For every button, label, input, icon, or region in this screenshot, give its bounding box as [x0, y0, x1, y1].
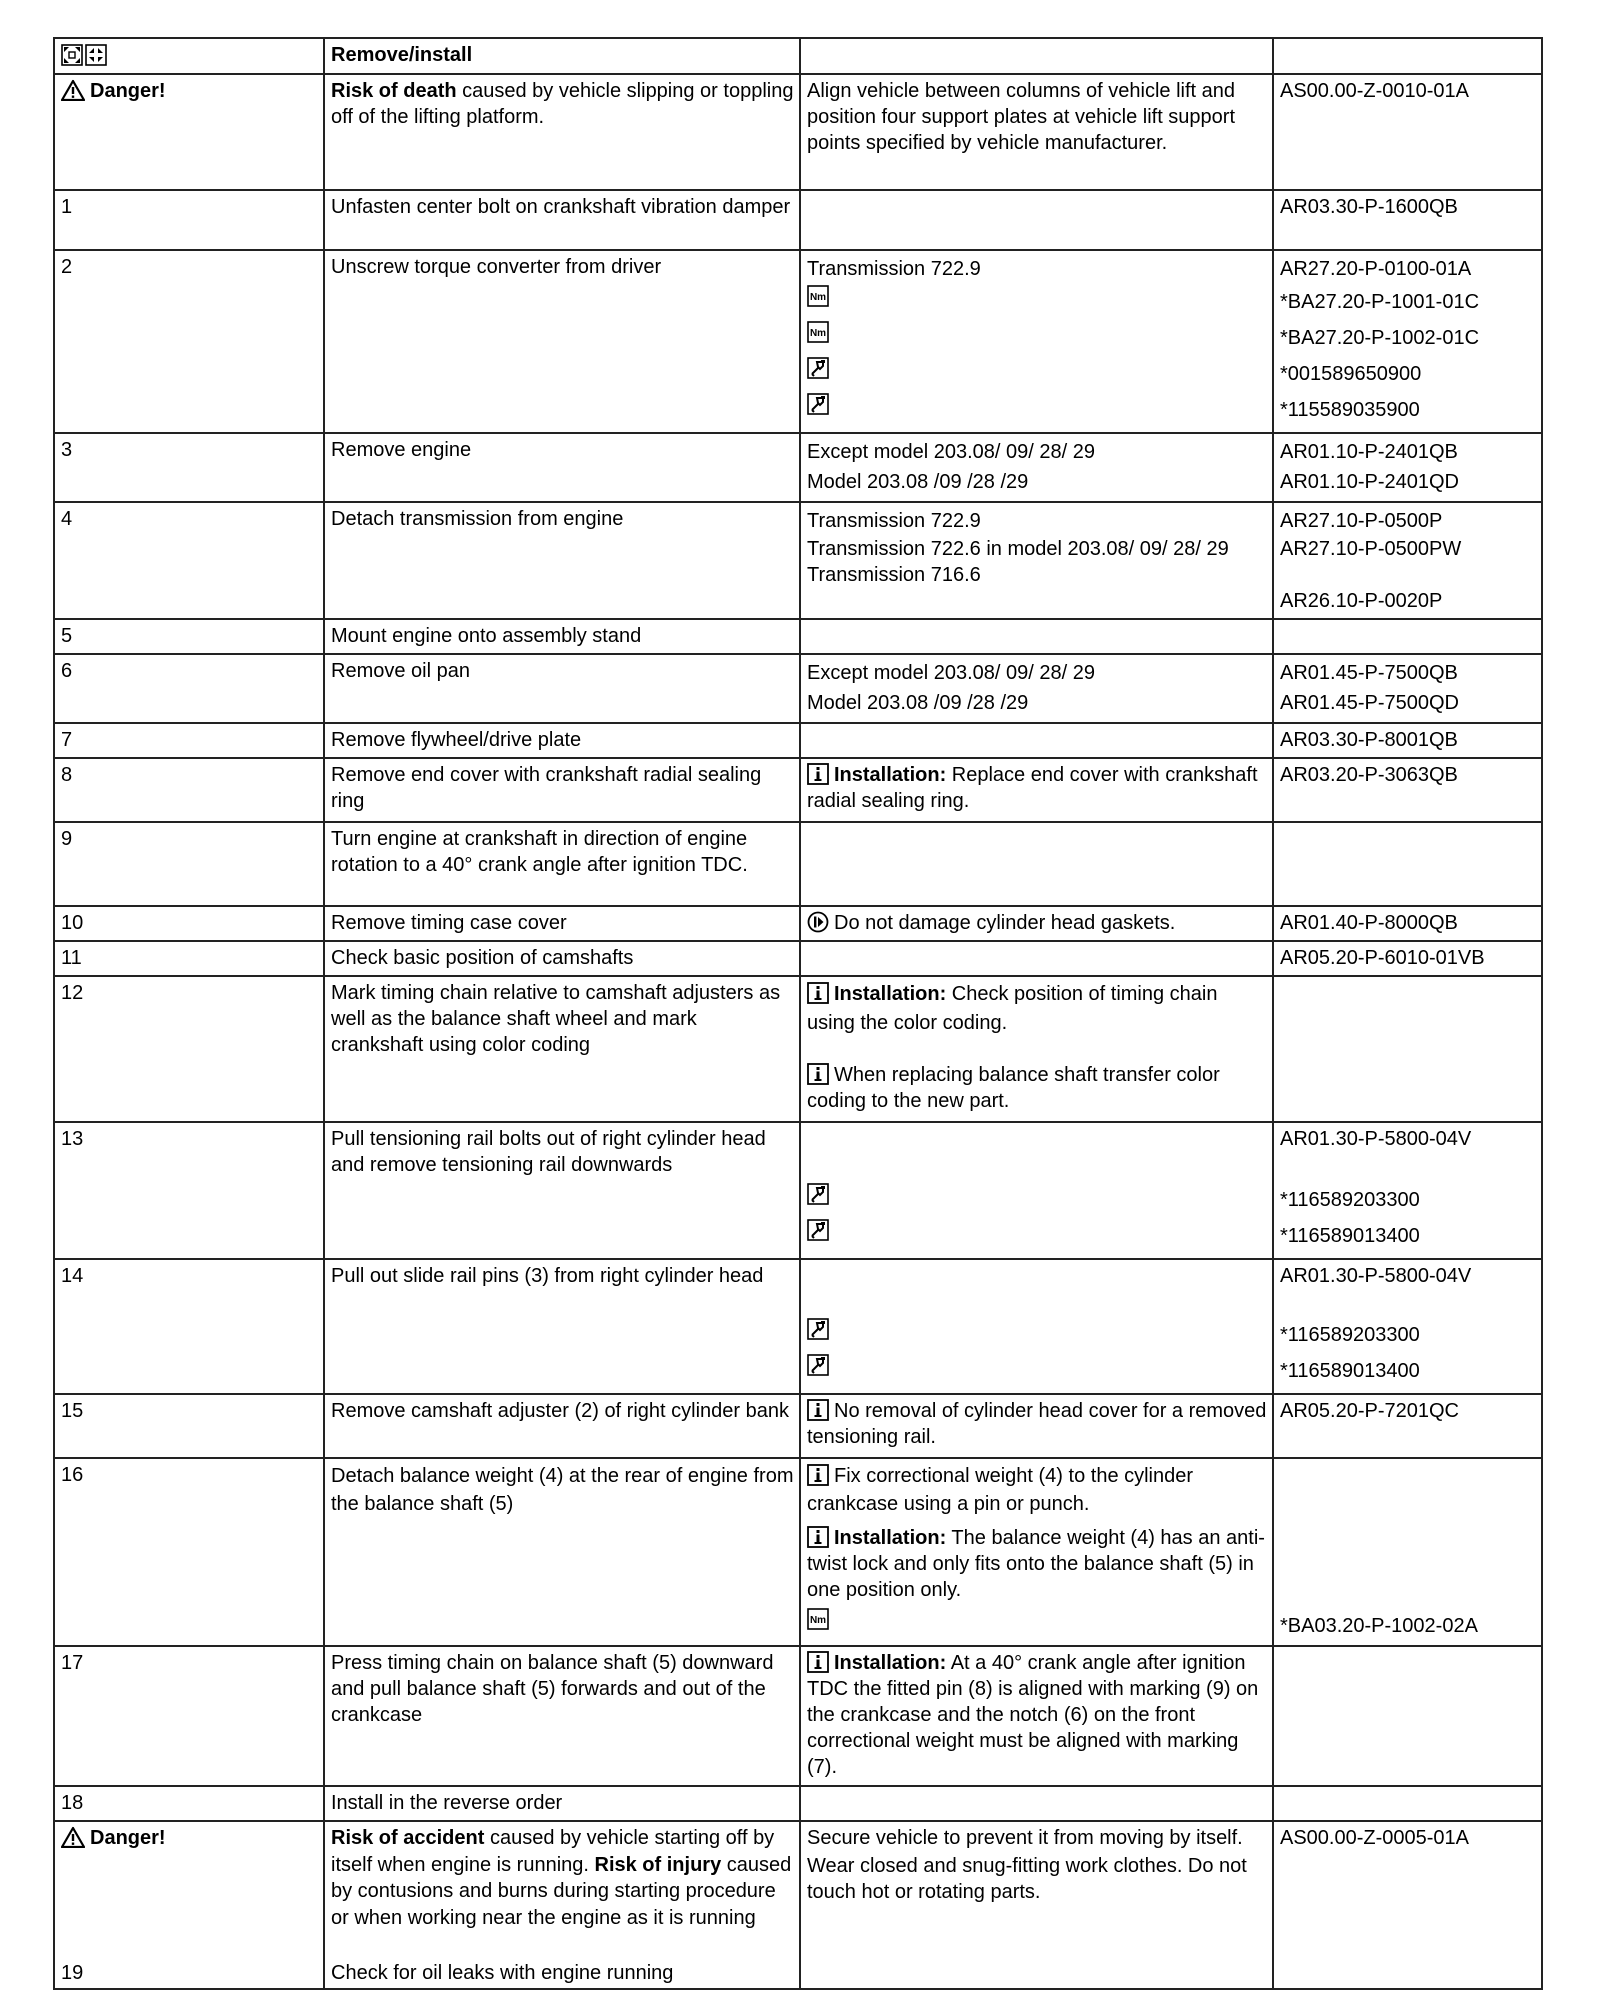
table-row-danger-1: [54, 74, 1542, 190]
table-row: [54, 1786, 1542, 1821]
tool-ref[interactable]: *116589013400: [1280, 1360, 1420, 1382]
step-number: 7: [54, 723, 324, 758]
danger-2-description: caused by vehicle starting off by itself when engine is running.: [331, 1827, 775, 1876]
risk-of-death-text: Risk of death: [331, 80, 457, 102]
torque-nm-icon: [807, 1608, 829, 1630]
step-note: Model 203.08 /09 /28 /29: [807, 692, 1029, 714]
step-work: Install in the reverse order: [324, 1786, 800, 1821]
step-note: Fix correctional weight (4) to the cylinder crankcase using a pin or punch.: [807, 1465, 1194, 1515]
step-number: 2: [54, 250, 324, 433]
step-note: Except model 203.08/ 09/ 28/ 29: [807, 441, 1095, 463]
step-number: 17: [54, 1646, 324, 1786]
step-work: Unfasten center bolt on crankshaft vibration damper: [324, 190, 800, 250]
torque-ref[interactable]: *BA27.20-P-1001-01C: [1280, 291, 1480, 313]
procedure-table: [53, 37, 1543, 1990]
table-row: [54, 976, 1542, 1122]
table-row: [54, 250, 1542, 433]
step-note: Do not damage cylinder head gaskets.: [834, 912, 1176, 934]
table-row: [54, 190, 1542, 250]
step-number: 4: [54, 502, 324, 619]
step-ref: AR03.30-P-1600QB: [1273, 190, 1542, 250]
danger-2-note: Wear closed and snug-fitting work clothes. Do not touch hot or rotating parts.: [807, 1855, 1247, 1903]
step-ref[interactable]: AR05.20-P-7201QC: [1273, 1394, 1542, 1458]
info-icon: [807, 982, 829, 1004]
step-note: No removal of cylinder head cover for a removed tensioning rail.: [807, 1400, 1267, 1448]
danger-2-note: Secure vehicle to prevent it from moving by itself.: [807, 1827, 1243, 1849]
tool-ref[interactable]: *001589650900: [1280, 363, 1422, 385]
step-ref[interactable]: AR05.20-P-6010-01VB: [1273, 941, 1542, 976]
step-work: Remove flywheel/drive plate: [324, 723, 800, 758]
step-ref[interactable]: AR01.30-P-5800-04V: [1280, 1128, 1472, 1150]
table-row: [54, 723, 1542, 758]
caution-circle-icon: [807, 911, 829, 933]
installation-label: Installation:: [834, 1527, 947, 1549]
torque-nm-icon: [807, 285, 829, 307]
step-number: 3: [54, 433, 324, 502]
installation-label: Installation:: [834, 983, 947, 1005]
step-work: Remove timing case cover: [324, 906, 800, 941]
special-tool-icon: [807, 1183, 829, 1205]
table-row: [54, 433, 1542, 502]
table-row: [54, 822, 1542, 906]
step-note: Transmission 722.9: [807, 258, 981, 280]
info-icon: [807, 1063, 829, 1085]
step-number: 10: [54, 906, 324, 941]
header-icons-cell: [54, 38, 324, 74]
step-work: Detach transmission from engine: [324, 502, 800, 619]
risk-of-accident-text: Risk of accident: [331, 1827, 485, 1849]
step-number: 19: [61, 1962, 84, 1984]
table-row: [54, 619, 1542, 654]
table-row: [54, 1122, 1542, 1259]
table-row: [54, 502, 1542, 619]
danger-label: Danger!: [90, 80, 166, 102]
step-ref[interactable]: AR01.30-P-5800-04V: [1280, 1265, 1472, 1287]
step-work: Pull tensioning rail bolts out of right cylinder head and remove tensioning rail downwards: [324, 1122, 800, 1259]
special-tool-icon: [807, 393, 829, 415]
table-row: [54, 941, 1542, 976]
warning-triangle-icon: [61, 79, 85, 101]
step-note: The balance weight (4) has an anti-twist lock and only fits onto the balance shaft (5) in one position only.: [807, 1527, 1265, 1601]
step-ref[interactable]: AR01.45-P-7500QD: [1280, 692, 1459, 714]
risk-of-injury-text: Risk of injury: [594, 1853, 722, 1876]
danger-1-note: Align vehicle between columns of vehicle lift and position four support plates at vehicle lift support points specified by vehicle manufacturer.: [807, 80, 1236, 154]
step-work: Remove engine: [324, 433, 800, 502]
table-row: [54, 1394, 1542, 1458]
step-ref[interactable]: AR27.10-P-0500PW: [1280, 538, 1462, 560]
danger-1-description: caused by vehicle slipping or toppling off of the lifting platform.: [331, 80, 794, 128]
danger-label: Danger!: [90, 1827, 166, 1849]
tool-ref[interactable]: *116589203300: [1280, 1324, 1420, 1346]
step-number: 8: [54, 758, 324, 822]
info-icon: [807, 1651, 829, 1673]
step-note: At a 40° crank angle after ignition TDC the fitted pin (8) is aligned with marking (9) on the crankcase and the notch (6) on the front correctional weight must be aligned with marking (7).: [807, 1652, 1259, 1778]
step-number: 12: [54, 976, 324, 1122]
step-number: 14: [54, 1259, 324, 1394]
torque-ref[interactable]: *BA27.20-P-1002-01C: [1280, 327, 1480, 349]
step-work: Press timing chain on balance shaft (5) downward and pull balance shaft (5) forwards and out of the crankcase: [324, 1646, 800, 1786]
step-work: Pull out slide rail pins (3) from right cylinder head: [324, 1259, 800, 1394]
step-ref[interactable]: AR26.10-P-0020P: [1280, 590, 1443, 612]
step-ref[interactable]: AR01.10-P-2401QD: [1280, 471, 1459, 493]
installation-label: Installation:: [834, 1652, 947, 1674]
step-work: Unscrew torque converter from driver: [324, 250, 800, 433]
step-work: Remove oil pan: [324, 654, 800, 723]
torque-ref[interactable]: *BA03.20-P-1002-02A: [1280, 1615, 1478, 1637]
torque-nm-icon: [807, 321, 829, 343]
step-ref[interactable]: AR03.20-P-3063QB: [1273, 758, 1542, 822]
danger-2-description: caused by contusions and burns during starting procedure or when working near the engine as it is running: [331, 1853, 792, 1929]
step-ref[interactable]: AR27.20-P-0100-01A: [1280, 258, 1472, 280]
info-icon: [807, 1464, 829, 1486]
step-number: 11: [54, 941, 324, 976]
collapse-icon: [85, 44, 107, 66]
step-note: Check position of timing chain using the color coding.: [807, 983, 1218, 1034]
step-number: 5: [54, 619, 324, 654]
step-work: Remove end cover with crankshaft radial sealing ring: [324, 758, 800, 822]
step-ref[interactable]: AR27.10-P-0500P: [1280, 510, 1443, 532]
expand-icon: [61, 44, 83, 66]
step-number: 18: [54, 1786, 324, 1821]
step-note: Except model 203.08/ 09/ 28/ 29: [807, 662, 1095, 684]
special-tool-icon: [807, 357, 829, 379]
step-work: Detach balance weight (4) at the rear of engine from the balance shaft (5): [324, 1458, 800, 1646]
danger-2-ref[interactable]: AS00.00-Z-0005-01A: [1273, 1821, 1542, 1989]
step-work: Check basic position of camshafts: [324, 941, 800, 976]
step-work: Mark timing chain relative to camshaft adjusters as well as the balance shaft wheel and mark crankshaft using color coding: [324, 976, 800, 1122]
remove-install-heading: Remove/install: [331, 44, 473, 66]
step-note: Replace end cover with crankshaft radial sealing ring.: [807, 764, 1258, 812]
special-tool-icon: [807, 1318, 829, 1340]
table-row-danger-2: [54, 1821, 1542, 1989]
table-row: [54, 758, 1542, 822]
step-ref[interactable]: AR03.30-P-8001QB: [1273, 723, 1542, 758]
table-row-header: [54, 38, 1542, 74]
step-number: 6: [54, 654, 324, 723]
step-work: Mount engine onto assembly stand: [324, 619, 800, 654]
step-note: Transmission 722.9: [807, 510, 981, 532]
tool-ref[interactable]: *116589013400: [1280, 1225, 1420, 1247]
info-icon: [807, 1399, 829, 1421]
step-number: 9: [54, 822, 324, 906]
header-step-label: [324, 38, 800, 74]
step-note: Transmission 716.6: [807, 564, 981, 586]
step-work: Check for oil leaks with engine running: [331, 1962, 674, 1984]
table-row: [54, 1259, 1542, 1394]
step-ref[interactable]: AR01.10-P-2401QB: [1280, 441, 1458, 463]
table-row: [54, 1458, 1542, 1646]
installation-label: Installation:: [834, 764, 947, 786]
step-note: When replacing balance shaft transfer color coding to the new part.: [807, 1064, 1220, 1112]
step-number: 1: [54, 190, 324, 250]
table-row: [54, 1646, 1542, 1786]
table-row: [54, 906, 1542, 941]
step-number: 13: [54, 1122, 324, 1259]
step-work: Remove camshaft adjuster (2) of right cylinder bank: [324, 1394, 800, 1458]
step-ref[interactable]: AR01.40-P-8000QB: [1273, 906, 1542, 941]
step-note: Transmission 722.6 in model 203.08/ 09/ 28/ 29: [807, 538, 1229, 560]
warning-triangle-icon: [61, 1826, 85, 1848]
step-number: 16: [54, 1458, 324, 1646]
step-number: 15: [54, 1394, 324, 1458]
info-icon: [807, 1526, 829, 1548]
step-note: Model 203.08 /09 /28 /29: [807, 471, 1029, 493]
danger-1-ref: AS00.00-Z-0010-01A: [1280, 80, 1470, 102]
danger-label-cell: [54, 74, 324, 190]
special-tool-icon: [807, 1219, 829, 1241]
special-tool-icon: [807, 1354, 829, 1376]
step-ref[interactable]: AR01.45-P-7500QB: [1280, 662, 1458, 684]
tool-ref[interactable]: *115589035900: [1280, 399, 1420, 421]
step-work: Turn engine at crankshaft in direction of engine rotation to a 40° crank angle after ignition TDC.: [324, 822, 800, 906]
danger-label-cell: [61, 1825, 318, 1851]
info-icon: [807, 763, 829, 785]
tool-ref[interactable]: *116589203300: [1280, 1189, 1420, 1211]
table-row: [54, 654, 1542, 723]
